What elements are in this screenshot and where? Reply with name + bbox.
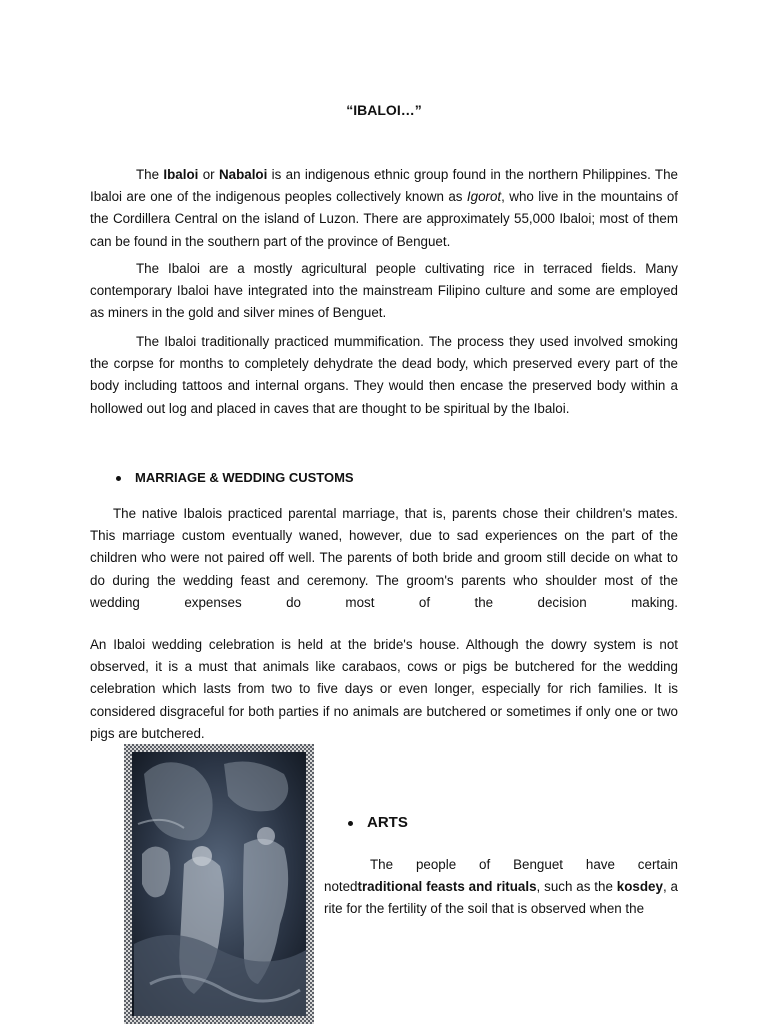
arts-heading-text: ARTS	[367, 814, 408, 831]
text-run: or	[198, 167, 219, 182]
carving-image	[124, 744, 314, 1024]
term-igorot: Igorot	[466, 189, 502, 205]
marriage-paragraph-2: An Ibaloi wedding celebration is held at the bride's house. Although the dowry system is not observed, it is a must that animals like carabaos, cows or pigs be butchered for the wedding celebration which lasts from two to five days or even longer, especially for rich families. It is considered disgraceful for both parties if no animals are butchered or sometimes if only one or two pigs are butchered.	[90, 637, 678, 741]
marriage-heading-text: MARRIAGE & WEDDING CUSTOMS	[135, 470, 354, 485]
bullet-icon	[116, 476, 121, 481]
intro-paragraph-2: The Ibaloi are a mostly agricultural people cultivating rice in terraced fields. Many contemporary Ibaloi have integrated into the mainstream Filipino culture and some are employed as miners in the gold and silver mines of Benguet.	[90, 261, 678, 321]
term-nabaloi: Nabaloi	[218, 167, 268, 182]
text-run: The	[136, 167, 164, 182]
page-title: “IBALOI…”	[346, 102, 422, 118]
text-run: noted	[324, 879, 358, 895]
text-run: The people of Benguet have certain	[370, 857, 678, 872]
arts-line-1	[324, 854, 678, 876]
marriage-paragraph-1: The native Ibalois practiced parental marriage, that is, parents chose their children's mates. This marriage custom eventually waned, however, due to sad experiences on the part of the children who were not paired off well. The parents of both bride and groom still decide on what to do during the wedding feast and ceremony. The groom's parents who shoulder most of the wedding expenses do most of the decision making.	[90, 506, 678, 610]
arts-line-rest	[324, 876, 678, 920]
term-ibaloi: Ibaloi	[163, 167, 199, 182]
bullet-icon	[348, 821, 353, 826]
marriage-heading	[116, 467, 354, 489]
term-kosdey: kosdey	[616, 879, 663, 895]
text-run: , who live in the mountains of the Cordillera Central on the island of Luzon. There are approximately 55,000 Ibaloi; most of them can be found in the southern part of the province of Benguet.	[90, 189, 679, 249]
term-traditional-feasts: traditional feasts and rituals	[357, 879, 537, 895]
ibaloi-carving-photo	[124, 744, 314, 1024]
text-run: is an indigenous ethnic group found in the northern Philippines. The Ibaloi are one of the indigenous peoples collectively known as	[90, 167, 679, 205]
text-run: , a rite for the fertility of the soil that is observed when the	[324, 879, 678, 917]
intro-paragraph-3: The Ibaloi traditionally practiced mummification. The process they used involved smoking the corpse for months to completely dehydrate the dead body, which preserved every part of the body including tattoos and internal organs. They would then encase the preserved body within a hollowed out log and placed in caves that are thought to be spiritual by the Ibaloi.	[90, 334, 678, 416]
intro-paragraph-1	[90, 164, 678, 253]
arts-paragraph	[324, 854, 678, 921]
arts-heading	[348, 812, 408, 834]
text-run: , such as the	[536, 879, 617, 895]
